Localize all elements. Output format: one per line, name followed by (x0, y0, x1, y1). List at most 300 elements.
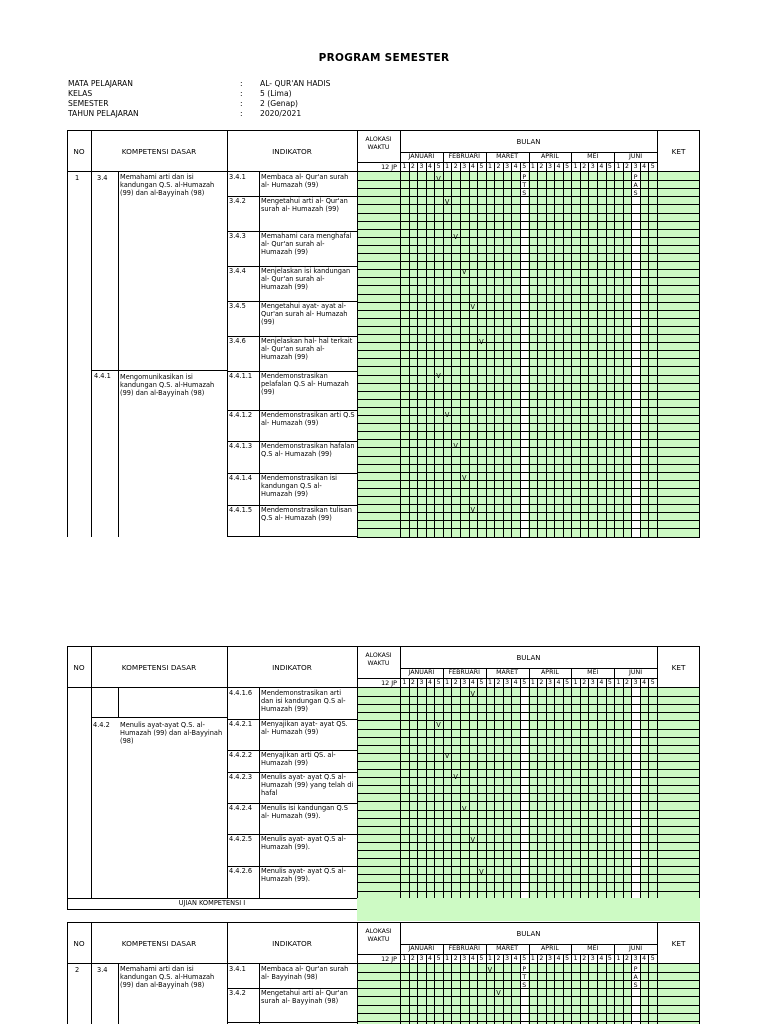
grid-line (588, 688, 589, 908)
week-number: 4 (513, 679, 518, 686)
indikator-text: Mendemonstrasikan tulisan Q.S al- Humazah (99) (261, 506, 352, 523)
week-number: 2 (582, 679, 587, 686)
header-alokasi-waktu: ALOKASI WAKTU (365, 136, 392, 151)
grid-line (546, 172, 547, 537)
grid-line (606, 688, 607, 908)
week-number: 4 (428, 679, 432, 686)
indikator-text: Menulis isi kandungan Q.S al- Humazah (99). (261, 804, 348, 821)
grid-line (91, 688, 92, 898)
grid-line (357, 172, 358, 537)
grid-line (588, 172, 589, 537)
grid-line (417, 964, 418, 1024)
indikator-text: Mengetahui arti al- Qur'an surah al- Humazah (99) (261, 197, 348, 214)
month-label: FEBRUARI (448, 945, 480, 952)
meta-sep: : (240, 79, 243, 88)
grid-line (67, 688, 68, 898)
week-number: 3 (547, 163, 552, 170)
check-mark: V (453, 233, 458, 241)
indikator-text: Menulis ayat- ayat Q.S al- Humazah (99) yang telah di hafal (261, 773, 354, 798)
week-number: 1 (616, 679, 621, 686)
indikator-code: 4.4.2.6 (229, 867, 253, 875)
grid-line (477, 172, 478, 537)
week-number: 5 (650, 163, 655, 170)
header-no: NO (73, 663, 85, 672)
pas-marker: P (633, 174, 638, 181)
meta-label: KELAS (68, 89, 93, 98)
pas-marker: A (633, 182, 638, 189)
week-number: 5 (565, 955, 570, 962)
week-number: 4 (428, 955, 432, 962)
indikator-text: Menulis ayat- ayat Q.S al- Humazah (99). (261, 867, 346, 884)
grid-line (623, 172, 624, 537)
header-bulan: BULAN (516, 654, 541, 662)
grid-line (417, 688, 418, 908)
meta-sep: : (240, 109, 243, 118)
week-number: 5 (607, 955, 612, 962)
check-mark: V (436, 175, 441, 183)
grid-line (469, 964, 470, 1024)
grid-line (259, 172, 260, 537)
pas-marker: A (633, 974, 638, 981)
week-number: 3 (633, 955, 638, 962)
grid-line (227, 231, 357, 232)
indikator-text: Mendemonstrasikan pelafalan Q.S al- Humazah (99) (261, 372, 349, 397)
meta-label: MATA PELAJARAN (68, 79, 133, 88)
week-number: 3 (462, 163, 467, 170)
grid-line (91, 370, 227, 371)
check-mark: V (461, 268, 467, 276)
week-number: 2 (582, 955, 587, 962)
check-mark: V (479, 868, 484, 876)
week-number: 5 (479, 679, 484, 686)
grid-line (648, 688, 649, 908)
grid-line (529, 172, 530, 537)
week-number: 2 (453, 163, 458, 170)
week-number: 3 (633, 679, 638, 686)
month-label: JANUARI (408, 669, 435, 676)
indikator-text: Membaca al- Qur'an surah al- Humazah (99) (261, 173, 349, 190)
header-indikator: INDIKATOR (272, 939, 312, 948)
grid-line (657, 964, 658, 1024)
check-mark: V (436, 721, 441, 729)
check-mark: V (444, 752, 450, 760)
grid-line (227, 266, 357, 267)
grid-line (520, 688, 521, 908)
week-number: 5 (607, 163, 612, 170)
grid-line (400, 964, 401, 1024)
month-label: JANUARI (408, 945, 435, 952)
week-number: 3 (505, 679, 510, 686)
grid-line (400, 688, 401, 908)
page-title: PROGRAM SEMESTER (318, 52, 450, 64)
week-number: 4 (556, 679, 561, 686)
grid-line (571, 172, 572, 537)
week-number: 2 (625, 163, 629, 170)
header-kompetensi-dasar: KOMPETENSI DASAR (121, 939, 197, 948)
grid-line (434, 964, 435, 1024)
meta-row-class (68, 89, 330, 99)
meta-row-year (68, 109, 330, 119)
week-number: 3 (505, 163, 510, 170)
week-number: 4 (599, 955, 604, 962)
grid-line (546, 688, 547, 908)
week-number: 2 (453, 679, 458, 686)
grid-line (67, 909, 357, 910)
grid-line (477, 964, 478, 1024)
check-mark: V (496, 989, 501, 997)
header-alokasi-waktu: ALOKASI WAKTU (365, 652, 392, 667)
grid-line (227, 196, 357, 197)
grid-line (469, 172, 470, 537)
header-jp: 12 JP (381, 679, 397, 687)
week-number: 5 (650, 955, 655, 962)
week-number: 1 (573, 679, 578, 686)
grid-line (631, 172, 632, 537)
grid-line (511, 172, 512, 537)
week-number: 2 (410, 163, 415, 170)
week-number: 5 (565, 163, 570, 170)
pts-marker: P (522, 966, 527, 973)
grid-line (434, 172, 435, 537)
check-mark: V (470, 506, 476, 514)
indikator-code: 4.4.2.2 (229, 751, 253, 759)
grid-line (227, 750, 357, 751)
week-number: 4 (599, 163, 604, 170)
month-label: MARET (496, 945, 519, 952)
pts-column (520, 172, 529, 537)
header-ket: KET (671, 147, 686, 156)
month-label: JUNI (629, 153, 643, 160)
week-number: 1 (487, 955, 492, 962)
indikator-code: 4.4.1.2 (229, 411, 253, 419)
grid-line (426, 172, 427, 537)
grid-line (511, 688, 512, 908)
meta-label: TAHUN PELAJARAN (68, 109, 139, 118)
row-number: 2 (75, 966, 80, 974)
grid-line (537, 172, 538, 537)
grid-line (227, 505, 357, 506)
week-number: 3 (633, 163, 638, 170)
week-number: 5 (522, 679, 527, 686)
kd-code: 4.4.1 (94, 372, 111, 380)
indikator-text: Membaca al- Qur'an surah al- Bayyinah (98) (261, 965, 349, 982)
grid-line (503, 688, 504, 908)
month-label: JUNI (629, 669, 643, 676)
week-number: 1 (530, 163, 535, 170)
week-number: 4 (556, 955, 561, 962)
month-label: FEBRUARI (448, 669, 480, 676)
week-number: 2 (496, 955, 501, 962)
week-number: 3 (505, 955, 510, 962)
grid-line (657, 688, 658, 908)
check-mark: V (470, 303, 476, 311)
week-number: 1 (573, 955, 578, 962)
header-jp: 12 JP (381, 163, 397, 171)
header-bulan: BULAN (516, 930, 541, 938)
header-kompetensi-dasar: KOMPETENSI DASAR (121, 147, 197, 156)
header-ket: KET (671, 939, 686, 948)
week-number: 3 (462, 679, 467, 686)
grid-line (443, 172, 444, 537)
month-label: FEBRUARI (448, 153, 480, 160)
indikator-code: 3.4.4 (229, 267, 246, 275)
indikator-text: Mendemonstrasikan arti Q.S al- Humazah (99) (261, 411, 355, 428)
grid-line (227, 834, 357, 835)
grid-line (503, 964, 504, 1024)
pas-marker: S (633, 190, 638, 197)
meta-value: 2 (Genap) (260, 99, 299, 108)
week-number: 4 (513, 955, 518, 962)
ujian-grid (357, 898, 700, 921)
meta-value: 5 (Lima) (260, 89, 292, 98)
week-number: 1 (487, 679, 492, 686)
week-number: 5 (479, 163, 484, 170)
week-number: 3 (462, 955, 467, 962)
month-label: JANUARI (408, 153, 435, 160)
week-number: 1 (445, 679, 450, 686)
grid-line (529, 964, 530, 1024)
grid-line (640, 688, 641, 908)
grid-line (571, 964, 572, 1024)
grid-line (227, 1022, 357, 1023)
grid-line (597, 172, 598, 537)
week-number: 3 (547, 955, 552, 962)
week-number: 1 (402, 955, 407, 962)
indikator-code: 3.4.1 (229, 173, 246, 181)
indikator-text: Mendemonstrasikan hafalan Q.S al- Humazah (99) (261, 442, 355, 459)
grid-line (451, 964, 452, 1024)
grid-line (67, 964, 68, 1024)
indikator-text: Mengetahui arti al- Qur'an surah al- Bayyinah (98) (261, 989, 348, 1006)
grid-line (227, 301, 357, 302)
grid-line (494, 688, 495, 908)
header-indikator: INDIKATOR (272, 147, 312, 156)
week-number: 3 (419, 163, 424, 170)
indikator-code: 4.4.2.5 (229, 835, 253, 843)
check-mark: V (444, 198, 450, 206)
grid-line (511, 964, 512, 1024)
week-number: 2 (453, 955, 458, 962)
grid-line (409, 688, 410, 908)
grid-line (227, 473, 357, 474)
grid-line (67, 172, 68, 537)
grid-line (563, 688, 564, 908)
header-kompetensi-dasar: KOMPETENSI DASAR (121, 663, 197, 672)
pts-marker: T (522, 974, 527, 981)
indikator-code: 3.4.2 (229, 197, 246, 205)
grid-line (486, 688, 487, 908)
grid-line (227, 536, 357, 537)
grid-line (227, 772, 357, 773)
grid-line (640, 964, 641, 1024)
pas-column (631, 172, 640, 537)
month-label: MEI (587, 945, 599, 952)
indikator-text: Menjelaskan isi kandungan al- Qur'an surah al- Humazah (99) (261, 267, 351, 292)
grid-line (486, 172, 487, 537)
week-number: 2 (625, 955, 629, 962)
pas-marker: S (633, 982, 638, 989)
grid-line (614, 688, 615, 908)
grid-line (469, 688, 470, 908)
grid-line (657, 172, 658, 537)
week-number: 4 (642, 679, 647, 686)
header-ket: KET (671, 663, 686, 672)
indikator-text: Mengetahui ayat- ayat al- Qur'an surah al- Humazah (99) (261, 302, 348, 327)
week-number: 2 (539, 163, 544, 170)
indikator-text: Menyajikan ayat- ayat QS. al- Humazah (99) (261, 720, 348, 737)
week-number: 5 (565, 679, 570, 686)
week-number: 2 (582, 163, 587, 170)
grid-line (227, 803, 357, 804)
grid-line (118, 688, 119, 717)
check-mark: V (461, 474, 467, 482)
week-number: 4 (470, 955, 475, 962)
grid-line (227, 336, 357, 337)
indikator-code: 4.4.1.3 (229, 442, 253, 450)
grid-line (118, 172, 119, 537)
week-number: 3 (547, 679, 552, 686)
grid-line (529, 688, 530, 908)
indikator-code: 3.4.5 (229, 302, 246, 310)
grid-line (623, 964, 624, 1024)
grid-line (537, 688, 538, 908)
grid-line (227, 866, 357, 867)
grid-line (451, 688, 452, 908)
grid-line (227, 410, 357, 411)
week-number: 2 (539, 955, 544, 962)
kd-code: 3.4 (97, 966, 108, 974)
grid-line (494, 172, 495, 537)
ujian-label: UJIAN KOMPETENSI I (178, 899, 246, 907)
grid-line (227, 719, 357, 720)
grid-line (597, 688, 598, 908)
grid-line (554, 172, 555, 537)
indikator-code: 3.4.2 (229, 989, 246, 997)
week-number: 2 (539, 679, 544, 686)
grid-line (580, 964, 581, 1024)
header-no: NO (73, 939, 85, 948)
pts-marker: S (522, 190, 527, 197)
month-label: MARET (496, 153, 519, 160)
week-number: 4 (642, 163, 647, 170)
grid-line (357, 964, 358, 1024)
grid-line (546, 964, 547, 1024)
grid-line (580, 172, 581, 537)
week-number: 3 (590, 955, 595, 962)
grid-line (91, 717, 227, 718)
week-number: 5 (650, 679, 655, 686)
meta-info (68, 79, 330, 119)
grid-line (606, 172, 607, 537)
week-number: 5 (436, 955, 441, 962)
kd-text: Memahami arti dan isi kandungan Q.S. al-Humazah (99) dan al-Bayyinah (98) (120, 173, 215, 198)
indikator-code: 4.4.1.4 (229, 474, 253, 482)
grid-line (227, 371, 357, 372)
meta-sep: : (240, 89, 243, 98)
check-mark: V (470, 690, 476, 698)
header-no: NO (73, 147, 85, 156)
grid-line (699, 172, 700, 537)
week-number: 1 (530, 955, 535, 962)
grid-line (460, 172, 461, 537)
grid-line (460, 964, 461, 1024)
week-number: 4 (513, 163, 518, 170)
week-number: 5 (522, 955, 527, 962)
indikator-code: 3.4.1 (229, 965, 246, 973)
week-number: 1 (445, 955, 450, 962)
grid-line (426, 964, 427, 1024)
grid-line (648, 172, 649, 537)
indikator-code: 4.4.2.4 (229, 804, 253, 812)
indikator-code: 4.4.2.3 (229, 773, 253, 781)
month-label: MARET (496, 669, 519, 676)
indikator-code: 3.4.6 (229, 337, 246, 345)
week-number: 1 (487, 163, 492, 170)
indikator-code: 4.4.2.1 (229, 720, 253, 728)
week-number: 5 (479, 955, 484, 962)
week-number: 4 (642, 955, 647, 962)
grid-line (417, 172, 418, 537)
meta-row-subject (68, 79, 330, 89)
kd-code: 3.4 (97, 174, 108, 182)
week-number: 2 (496, 679, 501, 686)
month-label: MEI (587, 153, 599, 160)
pts-marker: P (522, 174, 527, 181)
week-number: 4 (428, 163, 432, 170)
week-number: 5 (607, 679, 612, 686)
month-label: MEI (587, 669, 599, 676)
grid-line (451, 172, 452, 537)
grid-line (426, 688, 427, 908)
grid-line (227, 172, 228, 537)
meta-label: SEMESTER (68, 99, 109, 108)
indikator-text: Memahami cara menghafal al- Qur'an surah al- Humazah (99) (261, 232, 352, 257)
grid-line (409, 172, 410, 537)
grid-line (606, 964, 607, 1024)
week-number: 1 (573, 163, 578, 170)
grid-line (614, 964, 615, 1024)
week-number: 1 (530, 679, 535, 686)
grid-line (614, 172, 615, 537)
grid-line (699, 688, 700, 908)
grid-line (227, 988, 357, 989)
check-mark: V (461, 805, 467, 813)
month-label: APRIL (540, 153, 559, 160)
week-number: 5 (522, 163, 527, 170)
kd-text: Menulis ayat-ayat Q.S. al-Humazah (99) dan al-Bayyinah (98) (120, 721, 223, 746)
check-mark: V (453, 442, 458, 450)
grid-line (648, 964, 649, 1024)
meta-sep: : (240, 99, 243, 108)
check-mark: V (444, 411, 450, 419)
indikator-text: Menulis ayat- ayat Q.S al- Humazah (99). (261, 835, 346, 852)
pas-marker: P (633, 966, 638, 973)
check-mark: V (453, 773, 458, 781)
check-mark: V (470, 836, 476, 844)
grid-line (227, 964, 228, 1024)
week-number: 5 (436, 163, 441, 170)
grid-line (699, 964, 700, 1024)
grid-line (503, 172, 504, 537)
week-number: 2 (496, 163, 501, 170)
grid-line (563, 172, 564, 537)
check-mark: V (479, 338, 484, 346)
week-number: 4 (556, 163, 561, 170)
week-number: 5 (436, 679, 441, 686)
header-bulan: BULAN (516, 138, 541, 146)
meta-row-semester (68, 99, 330, 109)
meta-value: AL- QUR'AN HADIS (260, 79, 331, 88)
